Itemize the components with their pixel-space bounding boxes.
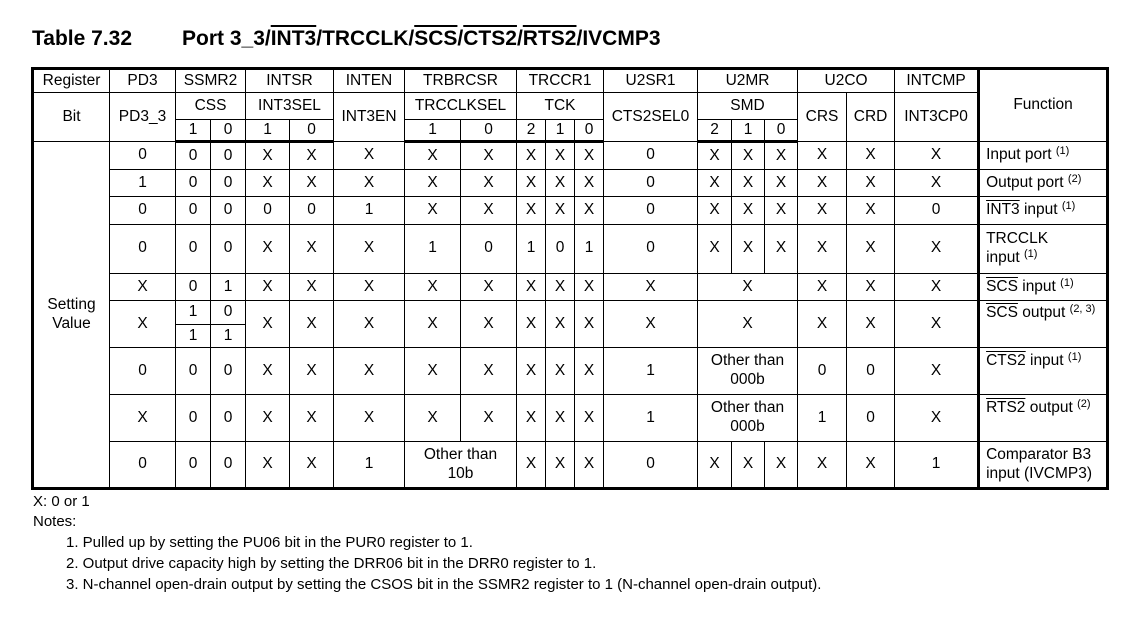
subbit-trcclksel-1: 1 [405,119,461,141]
cell: X [334,395,405,442]
cell: X [546,142,575,170]
function-input-port: Input port $^{(1)}$ [979,142,1108,170]
cell: 0 [211,348,246,395]
cell: X [732,442,765,489]
cell: 0 [110,142,176,170]
cell: X [517,442,546,489]
cell: X [798,197,847,225]
table-row [33,224,1108,273]
cell: 0 [211,224,246,273]
cell: X [732,169,765,197]
cell: 0 [604,197,698,225]
cell: 1 [405,224,461,273]
cell: X [461,197,517,225]
cell: X [895,301,979,348]
cell: 1 [176,324,211,347]
cell: Other than 000b [698,395,798,442]
bit-int3sel: INT3SEL [246,93,334,120]
bit-cts2sel0: CTS2SEL0 [604,93,698,142]
cell: X [698,273,798,301]
cell: 0 [176,197,211,225]
table-row [33,197,1108,225]
cell: X [517,395,546,442]
cell: X [698,197,732,225]
cell: 1 [604,395,698,442]
reg-inten: INTEN [334,69,405,93]
cell: X [575,442,604,489]
function-cts2-input: CTS2 input $^{(1)}$ [979,348,1108,395]
cell: X [798,273,847,301]
cell: X [798,142,847,170]
cell: 0 [604,142,698,170]
cell: X [546,442,575,489]
cell: X [517,301,546,348]
cell: X [290,348,334,395]
cell: 0 [604,442,698,489]
cell: X [895,169,979,197]
cell: 1 [334,442,405,489]
cell: X [246,169,290,197]
cell: X [110,273,176,301]
cell: X [517,142,546,170]
subbit-trcclksel-0: 0 [461,119,517,141]
cell: 0 [604,224,698,273]
function-output-port: Output port $^{(2)}$ [979,169,1108,197]
register-label: Register [33,69,110,93]
table-row [33,169,1108,197]
function-header: Function [979,69,1108,142]
cell: 0 [246,197,290,225]
cell: 0 [461,224,517,273]
cell: 0 [211,395,246,442]
cell: 1 [110,169,176,197]
bit-tck: TCK [517,93,604,120]
cell: X [290,142,334,170]
cell: X [732,142,765,170]
register-row [33,69,1108,93]
cell: X [461,301,517,348]
cell: X [546,348,575,395]
bit-pd3-3: PD3_3 [110,93,176,142]
cell: X [698,142,732,170]
legend-text: X: 0 or 1 [33,493,90,510]
cell: X [517,169,546,197]
table-row [33,395,1108,442]
cell: X [546,273,575,301]
cell: X [847,197,895,225]
cell: X [575,301,604,348]
function-int3-input: INT3 input $^{(1)}$ [979,197,1108,225]
cell: 0 [110,348,176,395]
subbit-int3sel-0: 0 [290,119,334,141]
table-row [33,273,1108,301]
cell: X [246,395,290,442]
cell: X [405,395,461,442]
port-config-table [31,67,1109,490]
cell: Other than 000b [698,348,798,395]
table-row [33,142,1108,170]
reg-intsr: INTSR [246,69,334,93]
cell: X [895,273,979,301]
cell: X [847,273,895,301]
cell: X [798,442,847,489]
function-trcclk-input: TRCCLK input $^{(1)}$ [979,224,1108,273]
cell: 0 [847,395,895,442]
cell: X [698,169,732,197]
cell: X [847,224,895,273]
cell: X [847,169,895,197]
cell: X [575,197,604,225]
cell: X [575,142,604,170]
cell: 0 [176,142,211,170]
cell: X [847,142,895,170]
cell: 1 [334,197,405,225]
bit-crs: CRS [798,93,847,142]
cell: 0 [290,197,334,225]
table-row [33,348,1108,395]
cell: X [334,142,405,170]
note-3: 3. N-channel open-drain output by setting the CSOS bit in the SSMR2 register to 1 (N-channel open-drain output). [66,576,822,593]
reg-u2mr: U2MR [698,69,798,93]
cell: 1 [211,273,246,301]
table-row [33,442,1108,489]
reg-pd3: PD3 [110,69,176,93]
cell: X [461,169,517,197]
bit-smd: SMD [698,93,798,120]
cell: 0 [604,169,698,197]
reg-intcmp: INTCMP [895,69,979,93]
reg-trbrcsr: TRBRCSR [405,69,517,93]
cell: 0 [211,442,246,489]
cell: X [405,301,461,348]
cell: 0 [176,442,211,489]
cell: X [765,224,798,273]
cell: 1 [798,395,847,442]
cell: X [334,224,405,273]
cell: X [765,442,798,489]
cell: 0 [110,442,176,489]
subbit-int3sel-1: 1 [246,119,290,141]
cell: X [405,142,461,170]
cell: X [732,197,765,225]
bit-int3en: INT3EN [334,93,405,142]
cell: X [110,395,176,442]
cell: X [246,142,290,170]
cell: X [461,395,517,442]
cell: X [405,169,461,197]
reg-trccr1: TRCCR1 [517,69,604,93]
cell: 0 [176,348,211,395]
cell: X [765,169,798,197]
cell: 0 [176,224,211,273]
cell: X [575,273,604,301]
subbit-tck-0: 0 [575,119,604,141]
cell: 0 [211,142,246,170]
cell: 0 [211,169,246,197]
cell: 0 [211,197,246,225]
cell: X [334,348,405,395]
cell: X [290,395,334,442]
cell: 0 [110,224,176,273]
cell: X [546,197,575,225]
cell: X [546,395,575,442]
cell: Other than 10b [405,442,517,489]
bit-row [33,93,1108,120]
cell: X [575,169,604,197]
cell: 1 [211,324,246,347]
cell: X [698,301,798,348]
cell: 1 [575,224,604,273]
cell: 0 [211,301,246,324]
subbit-smd-2: 2 [698,119,732,141]
cell: 0 [176,169,211,197]
notes-label: Notes: [33,513,77,530]
cell: X [290,169,334,197]
cell: 0 [798,348,847,395]
cell: 0 [110,197,176,225]
bit-trcclksel: TRCCLKSEL [405,93,517,120]
cell: X [895,395,979,442]
cell: X [461,273,517,301]
cell: X [546,301,575,348]
subbit-tck-2: 2 [517,119,546,141]
cell: X [895,142,979,170]
cell: X [798,301,847,348]
reg-u2co: U2CO [798,69,895,93]
cell: X [110,301,176,348]
cell: 1 [604,348,698,395]
cell: X [405,197,461,225]
cell: X [246,301,290,348]
function-rts2-output: RTS2 output $^{(2)}$ [979,395,1108,442]
cell: 0 [176,273,211,301]
reg-u2sr1: U2SR1 [604,69,698,93]
bit-css: CSS [176,93,246,120]
note-2: 2. Output drive capacity high by setting the DRR06 bit in the DRR0 register to 1. [66,555,597,572]
cell: X [290,442,334,489]
cell: X [798,224,847,273]
bit-int3cp0: INT3CP0 [895,93,979,142]
table-number: Table 7.32 [32,27,132,50]
note-1: 1. Pulled up by setting the PU06 bit in the PUR0 register to 1. [66,534,473,551]
function-comparator-b3-input: Comparator B3 input (IVCMP3) [979,442,1108,489]
function-scs-output: $\overline{SCS}$ output $^{(2, 3)}$ [979,301,1108,348]
cell: X [461,142,517,170]
cell: X [334,273,405,301]
cell: X [575,395,604,442]
cell: X [604,273,698,301]
cell: X [847,442,895,489]
cell: X [246,224,290,273]
cell: X [895,224,979,273]
cell: X [732,224,765,273]
cell: 0 [895,197,979,225]
cell: X [290,301,334,348]
cell: 1 [176,301,211,324]
cell: X [847,301,895,348]
cell: X [698,224,732,273]
subbit-css-1: 1 [176,119,211,141]
cell: X [698,442,732,489]
cell: X [765,197,798,225]
cell: X [334,301,405,348]
cell: X [765,142,798,170]
bit-label: Bit [33,93,110,142]
cell: X [517,273,546,301]
cell: 0 [546,224,575,273]
cell: X [604,301,698,348]
cell: X [517,348,546,395]
function-scs-input: $\overline{SCS}$ input $^{(1)}$ [979,273,1108,301]
cell: X [246,442,290,489]
subbit-tck-1: 1 [546,119,575,141]
cell: X [546,169,575,197]
cell: X [798,169,847,197]
cell: 1 [895,442,979,489]
subbit-smd-0: 0 [765,119,798,141]
cell: X [405,348,461,395]
setting-value-label: Setting Value [33,142,110,489]
bit-crd: CRD [847,93,895,142]
cell: X [246,273,290,301]
table-title [32,27,661,51]
cell: X [575,348,604,395]
cell: X [895,348,979,395]
cell: X [246,348,290,395]
table-row [33,301,1108,324]
title-text: Port $3\_3/INT3/TRCCLK/\overline{SCS}/CTS2/RTS2/IVCMP3$ [182,27,661,50]
subbit-smd-1: 1 [732,119,765,141]
cell: X [461,348,517,395]
cell: X [405,273,461,301]
cell: X [517,197,546,225]
cell: 0 [847,348,895,395]
reg-ssmr2: SSMR2 [176,69,246,93]
cell: X [334,169,405,197]
cell: X [290,273,334,301]
cell: 1 [517,224,546,273]
subbit-css-0: 0 [211,119,246,141]
cell: 0 [176,395,211,442]
cell: X [290,224,334,273]
